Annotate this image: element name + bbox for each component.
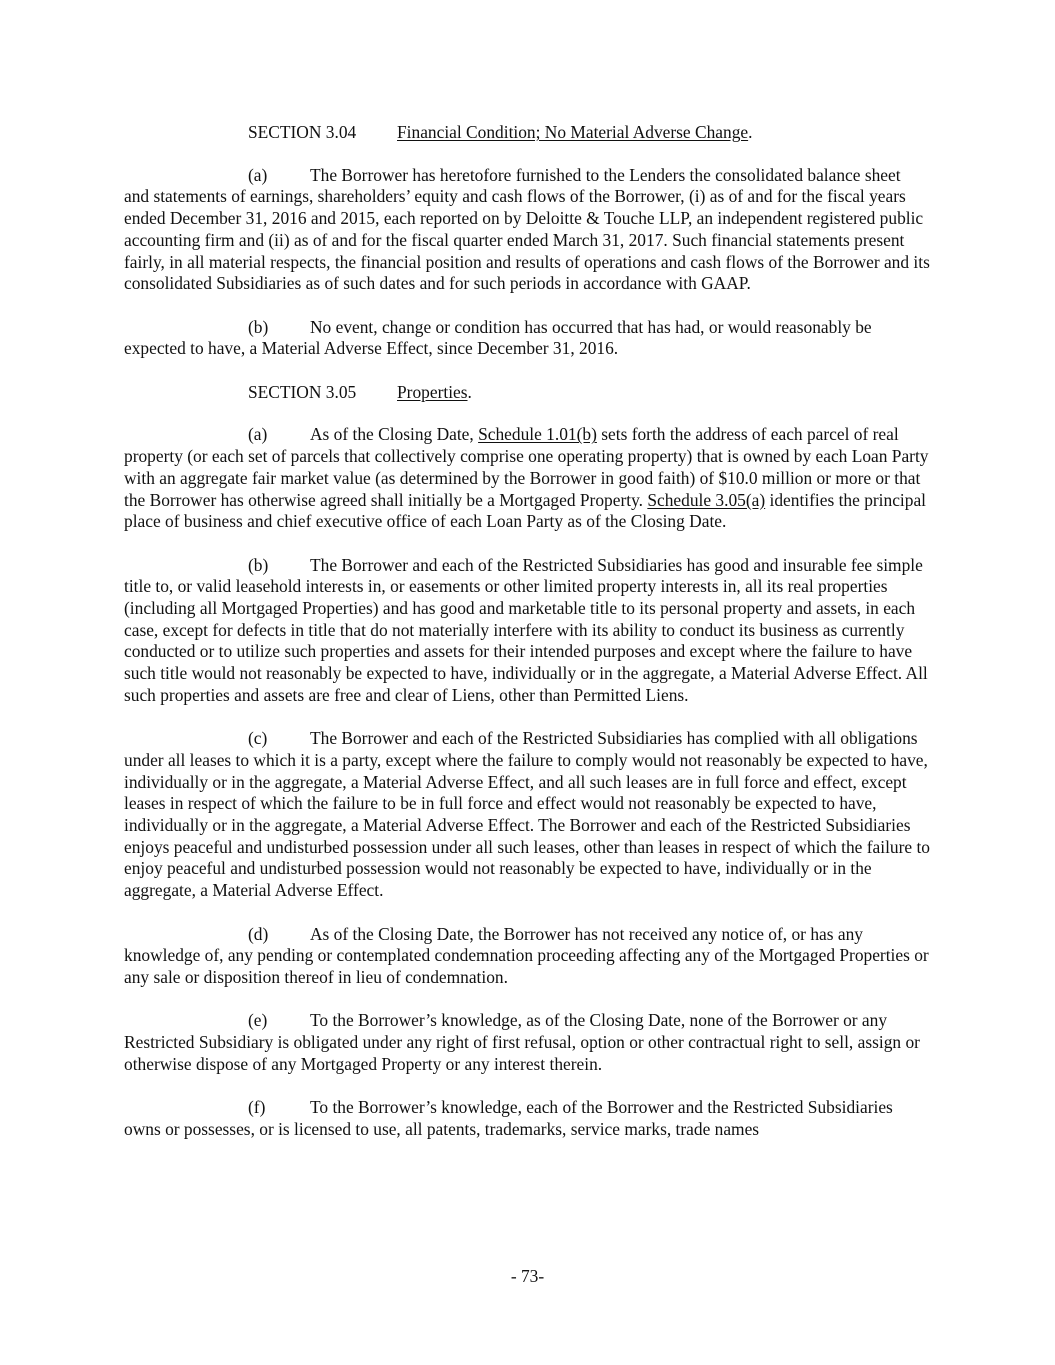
paragraph-label: (a)	[248, 164, 268, 185]
document-page	[124, 122, 930, 1162]
section-heading-3-04: SECTION 3.04 Financial Condition; No Material Adverse Change.	[248, 122, 753, 142]
paragraph-3-05-c	[124, 728, 930, 902]
section-number: SECTION 3.05	[248, 381, 357, 402]
paragraph-label: (b)	[248, 554, 269, 575]
paragraph-text: To the Borrower’s knowledge, each of the Borrower and the Restricted Subsidiaries owns or possesses, or is licensed to use, all patents, trademarks, service marks, trade names	[124, 1097, 893, 1139]
paragraph-3-05-d	[124, 924, 930, 989]
paragraph-text: As of the Closing Date, the Borrower has not received any notice of, or has any knowledge of, any pending or contemplated condemnation proceeding affecting any of the Mortgaged Properties or any sale or disposition thereof in lieu of condemnation.	[124, 923, 929, 987]
section-title: Properties	[397, 381, 468, 402]
page-number: - 73-	[510, 1266, 545, 1286]
paragraph-label: (e)	[248, 1010, 268, 1031]
paragraph-text: No event, change or condition has occurred that has had, or would reasonably be expected to have, a Material Adverse Effect, since December 31, 2016.	[124, 316, 872, 359]
paragraph-3-05-f	[124, 1097, 930, 1140]
paragraph-3-04-a	[124, 165, 930, 295]
paragraph-3-05-e	[124, 1010, 930, 1075]
paragraph-text: To the Borrower’s knowledge, as of the Closing Date, none of the Borrower or any Restricted Subsidiary is obligated under any right of first refusal, option or other contractual right to sell, assign or otherwise dispose of any Mortgaged Property or any interest therein.	[124, 1010, 920, 1074]
paragraph-3-05-b	[124, 555, 930, 707]
paragraph-text: The Borrower and each of the Restricted Subsidiaries has complied with all obligations under all leases to which it is a party, except where the failure to comply would not reasonably be expected to have, individually or in the aggregate, a Material Adverse Effect, and all such leases are in full force and effect, except leases in respect of which the failure to be in full force and effect would not reasonably be expected to have, individually or in the aggregate, a Material Adverse Effect. The Borrower and each of the Restricted Subsidiaries enjoys peaceful and undisturbed possession under all such leases, other than leases in respect of which the failure to enjoy peaceful and undisturbed possession would not reasonably be expected to have, individually or in the aggregate, a Material Adverse Effect.	[124, 728, 931, 901]
paragraph-label: (a)	[248, 424, 268, 445]
schedule-reference-3-05-a: Schedule 3.05(a)	[647, 489, 766, 510]
paragraph-label: (b)	[248, 316, 269, 337]
paragraph-text: The Borrower and each of the Restricted Subsidiaries has good and insurable fee simple title to, or valid leasehold interests in, or easements or other limited property interests in, all its real properties (including all Mortgaged Properties) and has good and marketable title to its personal property and assets, in each case, except for defects in title that do not materially interfere with its ability to conduct its business as currently conducted or to utilize such properties and assets for their intended purposes and except where the failure to have such title would not reasonably be expected to have, individually or in the aggregate, a Material Adverse Effect. All such properties and assets are free and clear of Liens, other than Permitted Liens.	[124, 554, 928, 705]
section-number: SECTION 3.04	[248, 122, 357, 142]
section-title: Financial Condition; No Material Adverse Change	[397, 122, 749, 142]
paragraph-3-05-a: (a) As of the Closing Date, Schedule 1.01(b) sets forth the address of each parcel of real property (or each set of parcels that collectively comprise one operating property) that is owned by each Loan Party with an aggregate fair market value (as determined by the Borrower in good faith) of $10.0 million or more or that the Borrower has otherwise agreed shall initially be a Mortgaged Property. Schedule 3.05(a) identifies the principal place of business and chief executive office of each Loan Party as of the Closing Date.	[124, 424, 929, 532]
paragraph-text: The Borrower has heretofore furnished to the Lenders the consolidated balance sheet and statements of earnings, shareholders’ equity and cash flows of the Borrower, (i) as of and for the fiscal years ended December 31, 2016 and 2015, each reported on by Deloitte & Touche LLP, an independent registered public accounting firm and (ii) as of and for the fiscal quarter ended March 31, 2017. Such financial statements present fairly, in all material respects, the financial position and results of operations and cash flows of the Borrower and its consolidated Subsidiaries as of such dates and for such periods in accordance with GAAP.	[124, 164, 930, 294]
paragraph-3-04-b	[124, 317, 930, 360]
schedule-reference-1-01-b: Schedule 1.01(b)	[478, 424, 597, 445]
section-heading-3-05: SECTION 3.05 Properties.	[248, 381, 472, 402]
paragraph-label: (c)	[248, 728, 268, 749]
paragraph-label: (d)	[248, 923, 269, 944]
paragraph-label: (f)	[248, 1097, 266, 1118]
